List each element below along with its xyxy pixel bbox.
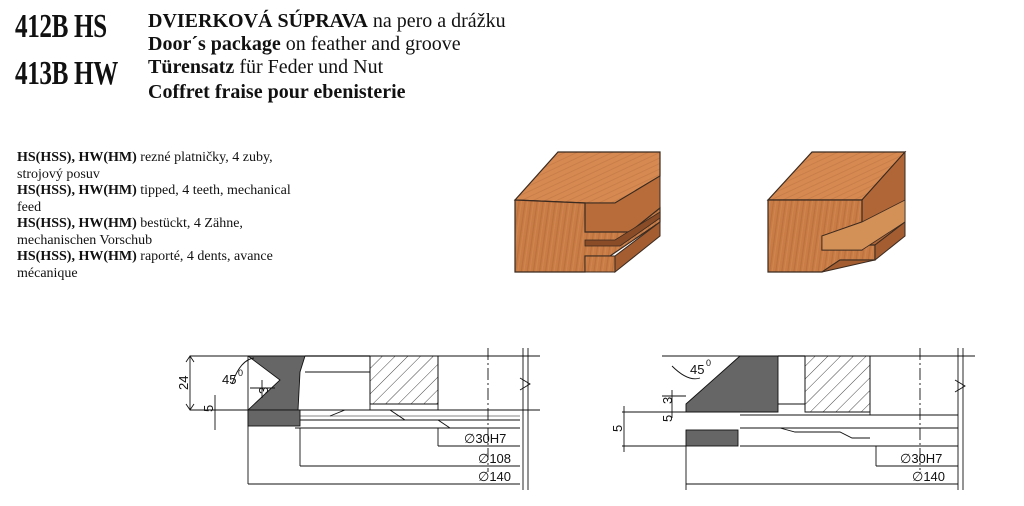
- dim-140-left: ∅140: [478, 469, 512, 484]
- title-german-bold: Türensatz: [148, 56, 235, 78]
- spec-text: rezné platničky, 4 zuby,: [136, 150, 273, 165]
- dim-24: 24: [176, 375, 191, 390]
- dim-angle-left-deg: 0: [238, 368, 244, 378]
- spec-material: HS(HSS), HW(HM): [17, 216, 137, 231]
- title-french-bold: Coffret fraise pour ebenisterie: [148, 81, 406, 103]
- dim-angle-right: 45: [690, 362, 705, 377]
- dim-5-left: 5: [201, 404, 216, 412]
- dim-bore-left: ∅30H7: [464, 431, 507, 446]
- spec-continuation: feed: [17, 199, 42, 215]
- wood-block-tongue: [768, 152, 905, 272]
- spec-material: HS(HSS), HW(HM): [17, 249, 137, 264]
- title-slovak-rest: na pero a drážku: [367, 10, 506, 32]
- spec-text: raporté, 4 dents, avance: [136, 249, 273, 264]
- product-code-413b: 413B HW: [15, 55, 118, 92]
- spec-material: HS(HSS), HW(HM): [17, 150, 137, 165]
- spec-text: bestückt, 4 Zähne,: [136, 216, 243, 231]
- dim-angle-right-deg: 0: [706, 358, 712, 368]
- title-english-bold: Door´s package: [148, 33, 281, 55]
- dim-3-right: 3: [660, 396, 675, 404]
- dim-angle-left: 45: [222, 372, 237, 387]
- spec-text: tipped, 4 teeth, mechanical: [136, 183, 291, 198]
- wood-block-groove: [515, 152, 660, 272]
- dim-5-right-b: 5: [610, 424, 625, 432]
- spec-continuation: mécanique: [17, 265, 78, 281]
- dim-108: ∅108: [478, 451, 512, 466]
- title-english-rest: on feather and groove: [280, 33, 461, 55]
- dim-140-right: ∅140: [912, 469, 946, 484]
- dim-3-left: 3: [256, 386, 271, 394]
- dim-5-right-a: 5: [660, 414, 675, 422]
- spec-continuation: strojový posuv: [17, 166, 100, 182]
- spec-material: HS(HSS), HW(HM): [17, 183, 137, 198]
- product-code-412b: 412B HS: [15, 8, 107, 45]
- title-slovak-bold: DVIERKOVÁ SÚPRAVA: [148, 10, 368, 32]
- spec-continuation: mechanischen Vorschub: [17, 232, 153, 248]
- dim-bore-right: ∅30H7: [900, 451, 943, 466]
- title-german-rest: für Feder und Nut: [234, 56, 384, 78]
